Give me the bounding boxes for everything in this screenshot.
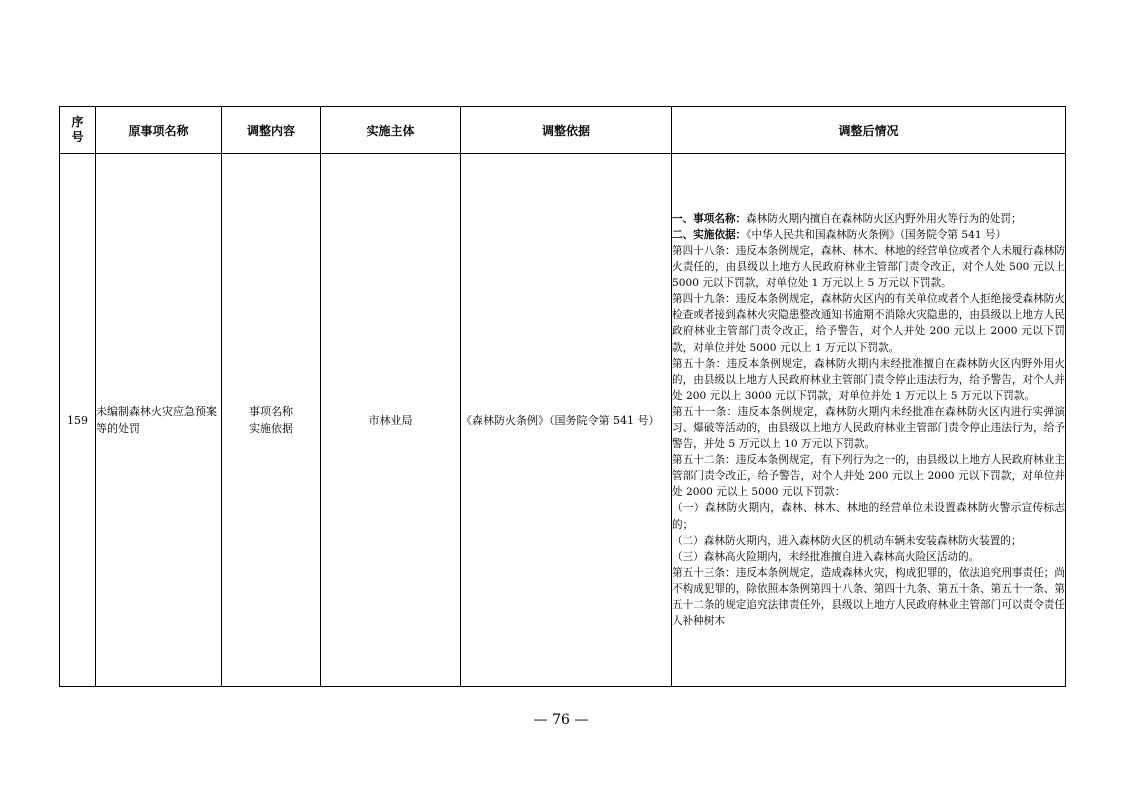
adjustment-basis: 实施依据	[249, 422, 293, 435]
header-adjustment-content: 调整内容	[222, 107, 321, 154]
header-post-adjustment-status: 调整后情况	[672, 107, 1066, 154]
adjustment-item-name: 事项名称	[249, 405, 293, 418]
article-48: 第四十八条：违反本条例规定，森林、林木、林地的经营单位或者个人未履行森林防火责任的，由县级以上地方人民政府林业主管部门责令改正，对个人处 500 元以上 5000 元以下罚款，对单位处 1 万元以上 5 万元以下罚款。	[672, 244, 1065, 290]
header-implementing-body: 实施主体	[321, 107, 461, 154]
row-original-item-name: 未编制森林火灾应急预案等的处罚	[96, 154, 222, 687]
item-name-line	[672, 211, 1065, 227]
table-row	[60, 154, 1066, 687]
article-50: 第五十条：违反本条例规定，森林防火期内未经批准擅自在森林防火区内野外用火的，由县级以上地方人民政府林业主管部门责令停止违法行为，给予警告，对个人并处 200 元以上 3000 元以下罚款，对单位并处 1 万元以上 5 万元以下罚款。	[672, 357, 1065, 402]
article-52-item-1: （一）森林防火期内，森林、林木、林地的经营单位未设置森林防火警示宣传标志的；	[672, 502, 1065, 531]
header-original-item-name: 原事项名称	[96, 107, 222, 154]
article-52: 第五十二条：违反本条例规定，有下列行为之一的，由县级以上地方人民政府林业主管部门责令改正，给予警告，对个人并处 200 元以上 2000 元以下罚款，对单位并处 2000 元以上 5000 元以下罚款：	[672, 454, 1065, 499]
basis-label: 二、实施依据：	[672, 228, 747, 241]
article-52-item-3: （三）森林高火险期内，未经批准擅自进入森林高火险区活动的。	[672, 550, 980, 563]
article-51: 第五十一条：违反本条例规定，森林防火期内未经批准在森林防火区内进行实弹演习、爆破等活动的，由县级以上地方人民政府林业主管部门责令停止违法行为，给予警告，并处 5 万元以上 10 万元以下罚款。	[672, 405, 1065, 451]
article-53: 第五十三条：违反本条例规定，造成森林火灾，构成犯罪的，依法追究刑事责任；尚不构成犯罪的，除依照本条例第四十八条、第四十九条、第五十条、第五十一条、第五十二条的规定追究法律责任外，县级以上地方人民政府林业主管部门可以责令责任人补种树木	[672, 566, 1065, 628]
adjustment-table	[59, 106, 1066, 687]
article-52-item-2: （二）森林防火期内，进入森林防火区的机动车辆未安装森林防火装置的；	[672, 534, 1022, 547]
basis-line	[672, 227, 1065, 243]
row-serial-number: 159	[60, 154, 96, 687]
page-number: — 76 —	[533, 712, 589, 728]
item-name-label: 一、事项名称：	[672, 212, 747, 225]
header-serial-number: 序 号	[60, 107, 96, 154]
table-header-row	[60, 107, 1066, 154]
header-adjustment-basis: 调整依据	[461, 107, 672, 154]
row-adjustment-basis: 《森林防火条例》（国务院令第 541 号）	[461, 154, 672, 687]
row-implementing-body: 市林业局	[321, 154, 461, 687]
row-adjustment-content	[222, 154, 321, 687]
article-49: 第四十九条：违反本条例规定，森林防火区内的有关单位或者个人拒绝接受森林防火检查或者接到森林火灾隐患整改通知书逾期不消除火灾隐患的，由县级以上地方人民政府林业主管部门责令改正，给予警告，对个人并处 200 元以上 2000 元以下罚款，对单位并处 5000 元以上 1 万元以下罚款。	[672, 293, 1065, 354]
item-name-text: 森林防火期内擅自在森林防火区内野外用火等行为的处罚；	[746, 212, 1022, 225]
row-post-adjustment-status	[672, 154, 1066, 687]
basis-text: 《中华人民共和国森林防火条例》（国务院令第 541 号）	[746, 228, 1007, 241]
